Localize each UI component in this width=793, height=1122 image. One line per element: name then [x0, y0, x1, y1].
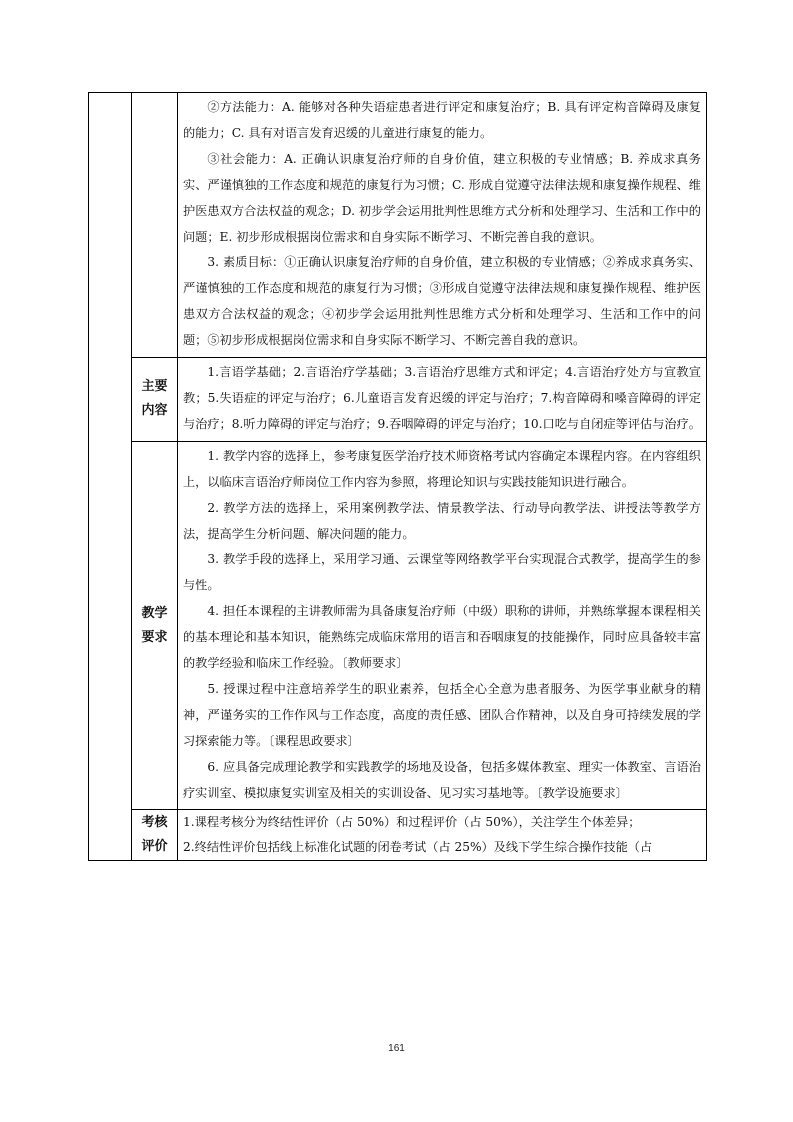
main-content-text: 1.言语学基础；2.言语治疗学基础；3.言语治疗思维方式和评定；4.言语治疗处方与宣教宣教；5.失语症的评定与治疗；6.儿童语言发育迟缓的评定与治疗；7.构音障碍和嗓音障碍的评定与治疗；8.听力障碍的评定与治疗；9.吞咽障碍的评定与治疗；10.口吃与自闭症等评估与治疗。: [183, 365, 701, 431]
goals-label-cell: [132, 93, 178, 358]
assessment-line: 2.终结性评价包括线上标准化试题的闭卷考试（占 25%）及线下学生综合操作技能（占: [183, 840, 653, 855]
label-line: 内容: [141, 403, 168, 419]
requirement-paragraph: 4. 担任本课程的主讲教师需为具备康复治疗师（中级）职称的讲师，并熟练掌握本课程相关的基本理论和基本知识，能熟练完成临床常用的语言和吞咽康复的技能操作，同时应具备较丰富的教学经验和临床工作经验。〔教师要求〕: [183, 604, 701, 671]
requirement-paragraph: 1. 教学内容的选择上，参考康复医学治疗技术师资格考试内容确定本课程内容。在内容组织上，以临床言语治疗师岗位工作内容为参照，将理论知识与实践技能知识进行融合。: [183, 448, 701, 489]
label-line: 评价: [141, 839, 168, 855]
label-line: 教学: [141, 605, 168, 621]
teaching-requirements-label: [132, 441, 178, 810]
goals-paragraph: ③社会能力：A. 正确认识康复治疗师的自身价值，建立积极的专业情感；B. 养成求真务实、严谨慎独的工作态度和规范的康复行为习惯；C. 形成自觉遵守法律法规和康复操作规程、维护医患双方合法权益的观念；D. 初步学会运用批判性思维方式分析和处理学习、生活和工作中的问题；E. 初步形成根据岗位需求和自身实际不断学习、不断完善自我的意识。: [183, 151, 701, 244]
goals-paragraph: 3. 素质目标：①正确认识康复治疗师的自身价值，建立积极的专业情感；②养成求真务实、严谨慎独的工作态度和规范的康复行为习惯；③形成自觉遵守法律法规和康复操作规程、维护医患双方合法权益的观念；④初步学会运用批判性思维方式分析和处理学习、生活和工作中的问题；⑤初步形成根据岗位需求和自身实际不断学习、不断完善自我的意识。: [183, 255, 701, 348]
main-content-row: [89, 358, 707, 442]
empty-cell: [89, 93, 132, 861]
label-line: 考核: [141, 815, 168, 831]
assessment-line: 1.课程考核分为终结性评价（占 50%）和过程评价（占 50%），关注学生个体差异；: [183, 815, 641, 830]
main-content-label: [132, 358, 178, 442]
goals-row: [89, 93, 707, 358]
page-number: 161: [388, 1043, 405, 1054]
course-outline-table: [88, 92, 707, 861]
teaching-requirements-row: [89, 441, 707, 810]
requirement-paragraph: 6. 应具备完成理论教学和实践教学的场地及设备，包括多媒体教室、理实一体教室、言语治疗实训室、模拟康复实训室及相关的实训设备、见习实习基地等。〔教学设施要求〕: [183, 759, 701, 800]
assessment-cell: [178, 810, 707, 861]
goals-content-cell: [178, 93, 707, 358]
label-line: 主要: [141, 379, 168, 395]
assessment-row: [89, 810, 707, 861]
requirement-paragraph: 5. 授课过程中注意培养学生的职业素养，包括全心全意为患者服务、为医学事业献身的精神，严谨务实的工作作风与工作态度，高度的责任感、团队合作精神，以及自身可持续发展的学习探索能力等。〔课程思政要求〕: [183, 681, 701, 748]
teaching-requirements-cell: [178, 441, 707, 810]
goals-paragraph: ②方法能力：A. 能够对各种失语症患者进行评定和康复治疗；B. 具有评定构音障碍及康复的能力；C. 具有对语言发育迟缓的儿童进行康复的能力。: [183, 100, 701, 140]
label-line: 要求: [141, 629, 168, 645]
requirement-paragraph: 3. 教学手段的选择上，采用学习通、云课堂等网络教学平台实现混合式教学，提高学生的参与性。: [183, 552, 701, 593]
assessment-label: [132, 810, 178, 861]
requirement-paragraph: 2. 教学方法的选择上，采用案例教学法、情景教学法、行动导向教学法、讲授法等教学方法，提高学生分析问题、解决问题的能力。: [183, 500, 701, 541]
main-content-cell: [178, 358, 707, 442]
